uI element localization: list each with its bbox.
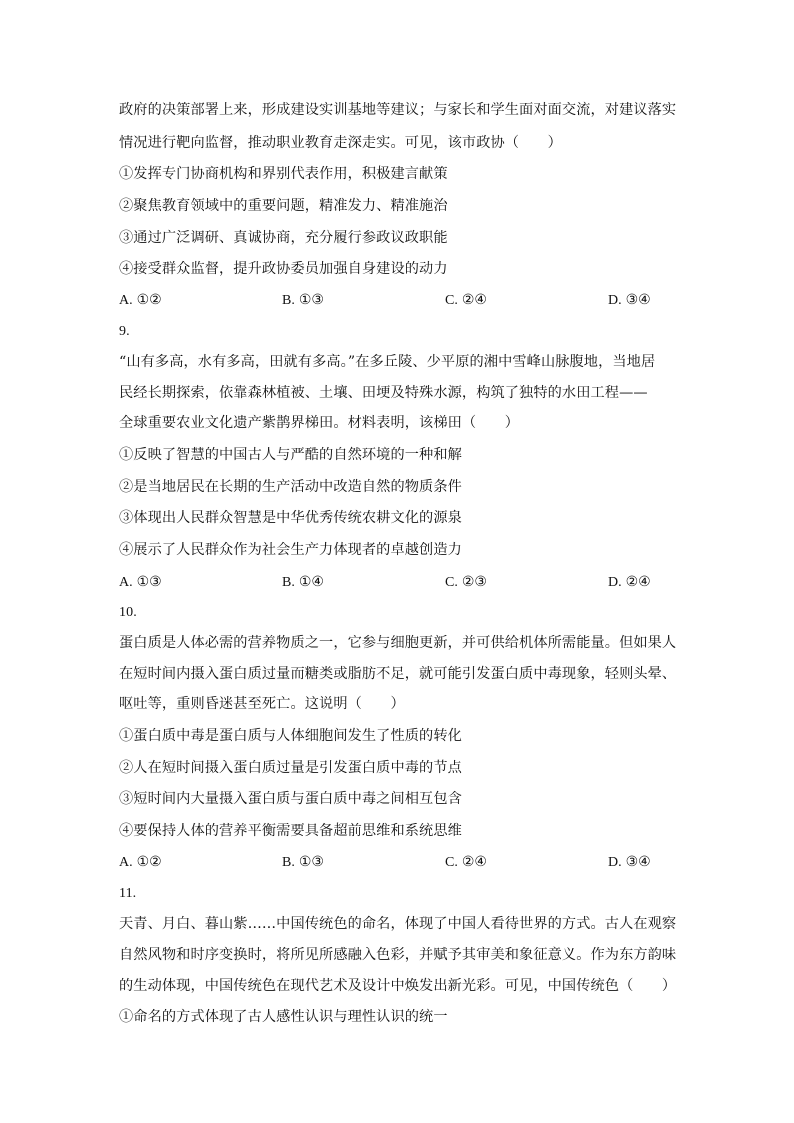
q11-stem-line-1: 天青、月白、暮山紫……中国传统色的命名，体现了中国人看待世界的方式。古人在观察: [119, 916, 677, 932]
q9-stem-line-2: 民经长期探索，依靠森林植被、土壤、田埂及特殊水源，构筑了独特的水田工程——: [119, 385, 648, 401]
q10-statement-4: ④要保持人体的营养平衡需要具备超前思维和系统思维: [119, 823, 462, 839]
q9-statement-3: ③体现出人民群众智慧是中华优秀传统农耕文化的源泉: [119, 510, 462, 526]
q10-statement-1: ①蛋白质中毒是蛋白质与人体细胞间发生了性质的转化: [119, 728, 462, 744]
q10-options: [119, 852, 679, 872]
q11-statement-1: ①命名的方式体现了古人感性认识与理性认识的统一: [119, 1009, 448, 1025]
q10-statement-2: ②人在短时间摄入蛋白质过量是引发蛋白质中毒的节点: [119, 760, 462, 776]
q10-stem-line-3: 呕吐等，重则昏迷甚至死亡。这说明（ ）: [119, 696, 405, 712]
q8-statement-3: ③通过广泛调研、真诚协商，充分履行参政议政职能: [119, 230, 448, 246]
q9-statement-4: ④展示了人民群众作为社会生产力体现者的卓越创造力: [119, 542, 462, 558]
q9-statement-1: ①反映了智慧的中国古人与严酷的自然环境的一种和解: [119, 447, 462, 463]
q10-stem-line-2: 在短时间内摄入蛋白质过量而糖类或脂肪不足，就可能引发蛋白质中毒现象，轻则头晕、: [119, 666, 677, 682]
q11-stem-line-2: 自然风物和时序变换时，将所见所感融入色彩，并赋予其审美和象征意义。作为东方韵味: [119, 947, 677, 963]
q11-number: 11.: [119, 886, 137, 901]
q8-stem-line-2: 情况进行靶向监督，推动职业教育走深走实。可见，该市政协（ ）: [119, 135, 562, 151]
q8-options: [119, 290, 679, 310]
q10-stem-line-1: 蛋白质是人体必需的营养物质之一，它参与细胞更新，并可供给机体所需能量。但如果人: [119, 635, 677, 651]
q9-stem-line-3: 全球重要农业文化遗产紫鹊界梯田。材料表明，该梯田（ ）: [119, 415, 520, 431]
q9-options: [119, 572, 679, 592]
q8-statement-2: ②聚焦教育领域中的重要问题，精准发力、精准施治: [119, 198, 448, 214]
q9-stem-line-1: “山有多高，水有多高，田就有多高。”在多丘陵、少平原的湘中雪峰山脉腹地，当地居: [119, 354, 656, 370]
q9-statement-2: ②是当地居民在长期的生产活动中改造自然的物质条件: [119, 479, 462, 495]
q10-option-a[interactable]: A. ①②: [119, 854, 162, 870]
q8-option-b[interactable]: B. ①③: [282, 292, 324, 308]
q11-stem-line-3: 的生动体现，中国传统色在现代艺术及设计中焕发出新光彩。可见，中国传统色（ ）: [119, 978, 677, 994]
q10-option-d[interactable]: D. ③④: [608, 854, 651, 870]
q8-option-c[interactable]: C. ②④: [445, 292, 487, 308]
q10-option-b[interactable]: B. ①③: [282, 854, 324, 870]
q10-statement-3: ③短时间内大量摄入蛋白质与蛋白质中毒之间相互包含: [119, 791, 462, 807]
q9-option-a[interactable]: A. ①③: [119, 574, 162, 590]
q8-statement-4: ④接受群众监督，提升政协委员加强自身建设的动力: [119, 261, 448, 277]
q9-option-b[interactable]: B. ①④: [282, 574, 324, 590]
q9-option-c[interactable]: C. ②③: [445, 574, 487, 590]
q9-option-d[interactable]: D. ②④: [608, 574, 651, 590]
q8-stem-line-1: 政府的决策部署上来，形成建设实训基地等建议；与家长和学生面对面交流，对建议落实: [119, 102, 677, 118]
q8-option-d[interactable]: D. ③④: [608, 292, 651, 308]
q10-number: 10.: [119, 605, 137, 620]
q10-option-c[interactable]: C. ②④: [445, 854, 487, 870]
q8-statement-1: ①发挥专门协商机构和界别代表作用，积极建言献策: [119, 166, 448, 182]
q8-option-a[interactable]: A. ①②: [119, 292, 162, 308]
q9-number: 9.: [119, 324, 130, 339]
